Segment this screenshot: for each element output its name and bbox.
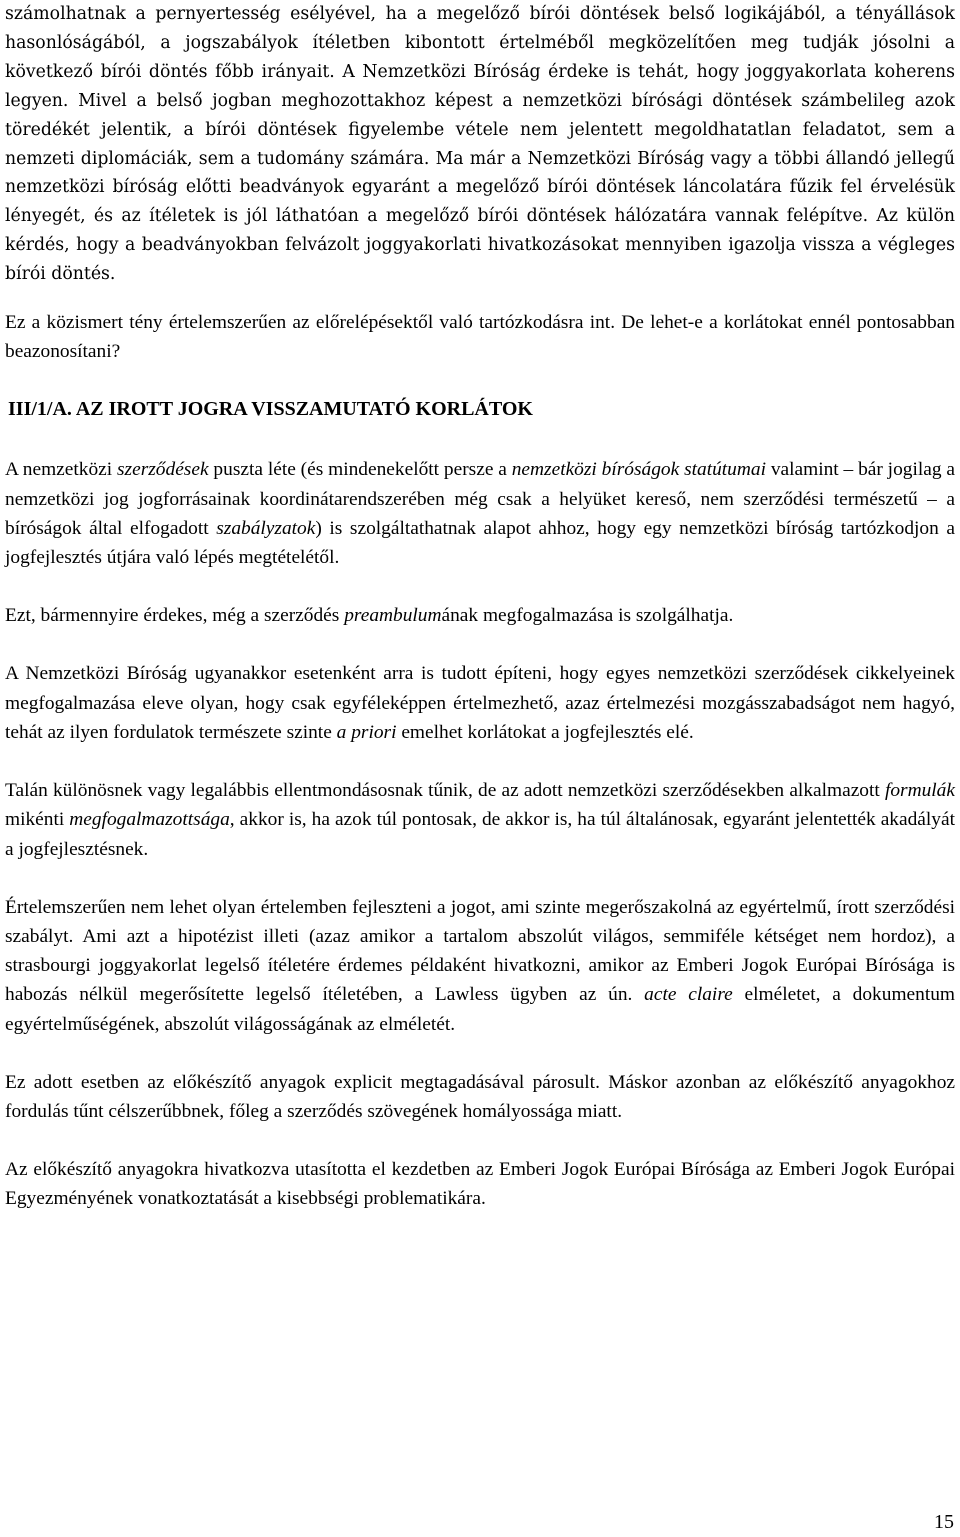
intro-paragraph: [5, 0, 955, 289]
text-run: A Nemzetközi Bíróság ugyanakkor esetenként arra is tudott építeni, hogy egyes nemzetközi szerződések cikkelyeinek megfogalmazása eleve olyan, hogy csak egyféleképpen értelmezhető, azaz értelmezési mozgásszabadságot nem hagyó, tehát az ilyen fordulatok természete szinte: [5, 663, 955, 743]
italic-term: szabályzatok: [216, 517, 316, 539]
paragraph-3: [5, 455, 955, 572]
italic-term: a priori: [336, 721, 397, 743]
text-run: ának megfogalmazása is szolgálhatja.: [441, 605, 734, 627]
italic-term: preambulum: [344, 605, 442, 627]
paragraph-9: [5, 1155, 955, 1213]
paragraph-2: [5, 308, 955, 366]
text-run: Ezt, bármennyire érdekes, még a szerződés: [5, 605, 345, 627]
paragraph-8-text: Ez adott esetben az előkészítő anyagok explicit megtagadásával párosult. Máskor azonban az előkészítő anyagokhoz fordulás tűnt célszerűbbnek, főleg a szerződés szövegének homályossága miatt.: [5, 1071, 955, 1122]
text-run: valamint – bár jogilag a nemzetközi jog jogforrásainak koordinátarendszerében még csak a helyüket kereső, nem szerződési természetű – a bíróságok által elfogadott: [5, 459, 955, 539]
page-number: 15: [934, 1511, 954, 1533]
text-run: ) is szolgáltathatnak alapot ahhoz, hogy egy nemzetközi bíróság tartózkodjon a jogfejlesztés útjára való lépés megtételétől.: [5, 517, 955, 569]
text-run: A nemzetközi: [5, 459, 118, 481]
italic-term: szerződések: [117, 459, 209, 481]
italic-term: megfogalmazottsága: [69, 809, 230, 831]
section-heading: [5, 395, 955, 424]
intro-text: számolhatnak a pernyertesség esélyével, ha a megelőző bírói döntések belső logikájából, a tényállások hasonlóságából, a jogszabályok ítéletben kibontott értelméből megközelítően meg tudják jósolni a következő bírói döntés főbb irányait. A Nemzetközi Bíróság érdeke is tehát, hogy joggyakorlata koherens legyen. Mivel a belső jogban meghozottakhoz képest a nemzetközi bírósági döntések számbelileg azok töredékét jelentik, a bírói döntések figyelembe vétele nem jelentett megoldhatatlan feladatot, sem a nemzeti diplomáciák, sem a tudomány számára. Ma már a Nemzetközi Bíróság vagy a többi állandó jellegű nemzetközi bíróság előtti beadványok egyaránt a megelőző bírói döntések láncolatára fűzik fel érvelésük lényegét, és az ítéletek is jól láthatóan a megelőző bírói döntések hálózatára vannak felépítve. Az külön kérdés, hogy a beadványokban felvázolt joggyakorlati hivatkozásokat mennyiben igazolja vissza a végleges bírói döntés.: [5, 4, 955, 285]
paragraph-9-text: Az előkészítő anyagokra hivatkozva utasította el kezdetben az Emberi Jogok Európai Bírósága az Emberi Jogok Európai Egyezményének vonatkoztatását a kisebbségi problematikára.: [5, 1159, 955, 1210]
italic-term: formulák: [884, 780, 955, 802]
text-run: puszta léte (és mindenekelőtt persze a: [208, 459, 512, 481]
text-run: mikénti: [5, 809, 70, 831]
text-run: emelhet korlátokat a jogfejlesztés elé.: [396, 721, 694, 743]
text-run: Értelemszerűen nem lehet olyan értelemben fejleszteni a jogot, ami szinte megerőszakolná az egyértelmű, írott szerződési szabályt. Ami azt a hipotézist illeti (azaz amikor a tartalom abszolút világos, semmiféle kétséget nem hordoz), a strasbourgi joggyakorlat legelső ítéletére érdemes példaként hivatkozni, amikor az Emberi Jogok Európai Bírósága is habozás nélkül megerősítette legelső ítéletében, a Lawless ügyben az ún.: [5, 896, 955, 1006]
text-run: elméletet, a dokumentum egyértelműségének, abszolút világosságának az elméletét.: [5, 984, 955, 1035]
italic-term: acte claire: [644, 984, 733, 1006]
paragraph-6: [5, 776, 955, 864]
document-page: [5, 0, 955, 1243]
text-run: , akkor is, ha azok túl pontosak, de akkor is, ha túl általánosak, egyaránt jelentették akadályát a jogfejlesztésnek.: [5, 809, 955, 860]
section-title: AZ IROTT JOGRA VISSZAMUTATÓ KORLÁTOK: [75, 398, 533, 421]
paragraph-8: [5, 1068, 955, 1126]
paragraph-7: [5, 893, 955, 1039]
paragraph-2-text: Ez a közismert tény értelemszerűen az előrelépésektől való tartózkodásra int. De lehet-e a korlátokat ennél pontosabban beazonosítani?: [5, 312, 955, 363]
section-number: III/1/A.: [8, 398, 72, 421]
italic-term: nemzetközi bíróságok statútumai: [511, 459, 766, 481]
paragraph-4: [5, 601, 955, 630]
paragraph-5: [5, 659, 955, 747]
text-run: Talán különösnek vagy legalábbis ellentmondásosnak tűnik, de az adott nemzetközi szerződésekben alkalmazott: [5, 780, 885, 802]
